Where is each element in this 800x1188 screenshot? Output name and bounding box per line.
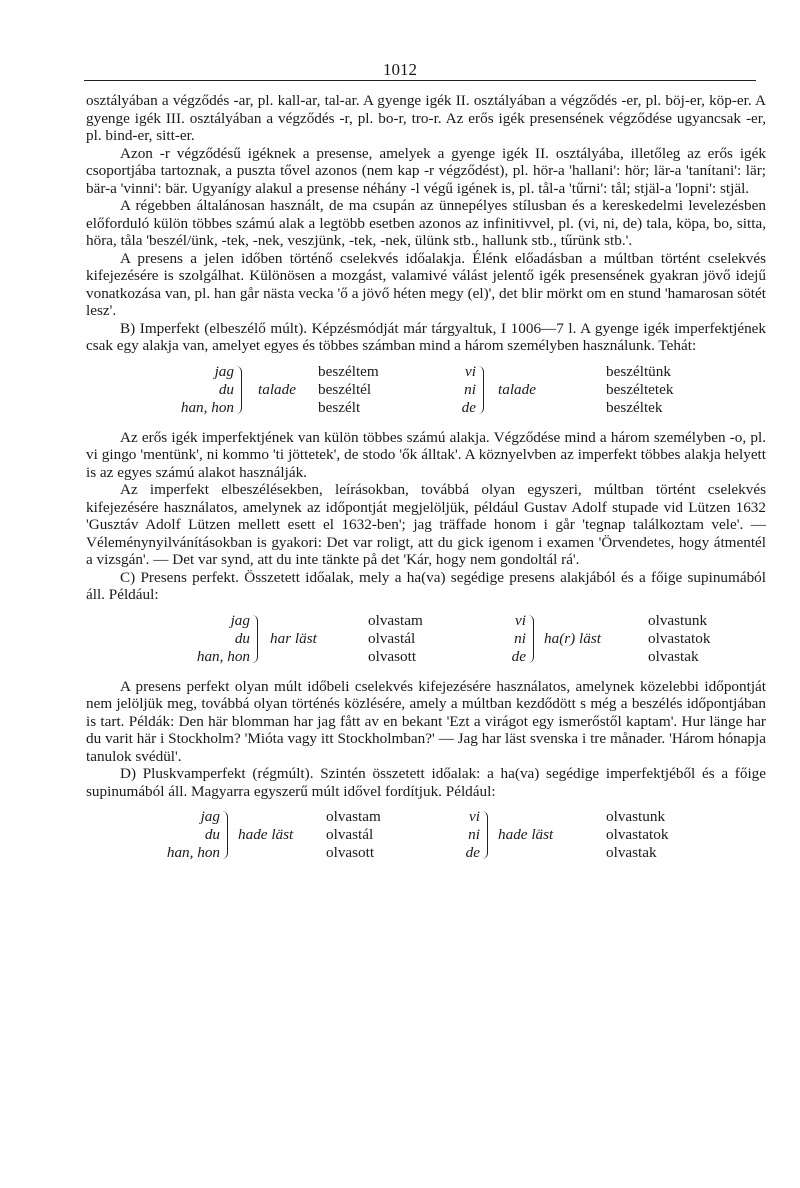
translation: olvastál [368, 629, 416, 647]
verb-form: hade läst [498, 826, 554, 843]
pronoun: de [465, 844, 480, 861]
pronoun: ni [468, 826, 480, 843]
paragraph-presens-perfekt: C) Presens perfekt. Összetett időalak, mely a ha(va) segédige presens alakjából és a főige supinumából áll. Például: [86, 568, 766, 603]
pronoun: jag [214, 362, 234, 380]
verb-form: har läst [270, 629, 317, 647]
body-text [86, 92, 766, 874]
pronoun: han, hon [180, 398, 234, 416]
translation: olvastatok [648, 629, 711, 647]
pronoun: du [218, 380, 234, 398]
paragraph: A presens a jelen időben történő cselekvés időalakja. Élénk előadásban a múltban történt cselekvés kifejezésére is szolgálhat. Különösen a mozgást, valamivé válást jelentő igék presensének gyakran jövő idejű vonatkozása van, pl. han går nästa vecka 'ő a jövő héten megy (el)', det blir mörkt om en stund 'hamarosan sötét lesz'. [86, 249, 766, 319]
translation: beszéltél [318, 380, 372, 398]
translation: olvastunk [606, 808, 666, 825]
pronoun: jag [230, 611, 250, 629]
paragraph: osztályában a végződés -ar, pl. kall-ar, tal-ar. A gyenge igék II. osztályában a végződés -er, pl. böj-er, köp-er. A gyenge igék III. osztályában a végződés -r, pl. bo-r, tro-r. Az erős igék presensének végződése ugyancsak -er, pl. bind-er, sitt-er. [86, 92, 766, 144]
translation: olvastál [326, 826, 374, 843]
translation: beszéltek [606, 398, 663, 416]
pronoun: du [234, 629, 250, 647]
page-number: 1012 [383, 60, 417, 79]
translation: olvastam [326, 808, 381, 825]
paragraph: Azon -r végződésű igéknek a presense, amelyek a gyenge igék II. osztályába, illetőleg az erős igék csoportjába tartoznak, a puszta tővel azonos (nem kap -r végződést), pl. hör-a 'hallani': hör; lär-a 'tanítani': lär; bär-a 'vinni': bär. Ugyanígy alakul a presense néhány -l végű igének is, pl. tål-a 'tűrni': tål; stjäl-a 'lopni': stjäl. [86, 144, 766, 197]
translation: beszéltem [318, 362, 379, 380]
translation: beszéltetek [606, 380, 674, 398]
verb-form: talade [498, 380, 536, 398]
translation: olvasott [368, 647, 417, 665]
pronoun: de [511, 647, 526, 665]
pronoun: du [204, 826, 220, 843]
translation: olvastak [606, 844, 657, 861]
paragraph: A presens perfekt olyan múlt időbeli cselekvés kifejezésére használatos, amelynek közelebbi időpontját nem jelöljük meg, továbbá olyan történés közlésére, amely a múltban kezdődött s még a beszélés időpontjában is tart. Példák: Den här blomman har jag fått av en bekant 'Ezt a virágot egy ismerőstől kaptam'. Hur länge har du varit här i Stockholm? 'Mióta vagy itt Stockholmban?' — Jag har läst svenska i tre månader. 'Három hónapja tanulok svédül'. [86, 677, 766, 765]
paragraph: Az imperfekt elbeszélésekben, leírásokban, továbbá olyan egyszeri, múltban történt cselekvés kifejezésére használatos, amelynek az időpontját megjelöljük, például Gustav Adolf stupade vid Lützen 1632 'Gusztáv Adolf Lützen mellett esett el 1632-ben'; jag träffade honom i går 'tegnap találkoztam vele'. — Véleménynyilvánításokban is gyakori: Det var roligt, att du gick igenom i examen 'Örvendetes, hogy átmentél a vizsgán'. — Det var synd, att du inte tänkte på det 'Kár, hogy nem gondoltál rá'. [86, 481, 766, 568]
translation: olvastatok [606, 826, 669, 843]
translation: beszéltünk [606, 362, 671, 380]
brace [528, 615, 534, 663]
pronoun: vi [469, 808, 480, 825]
translation: beszélt [318, 398, 361, 416]
brace [482, 811, 488, 859]
paragraph-imperfekt: B) Imperfekt (elbeszélő múlt). Képzésmódját már tárgyaltuk, I 1006—7 l. A gyenge igék imperfektjének csak egy alakja van, amelyet egyes és többes számban mind a három személyben használunk. Tehát: [86, 319, 766, 354]
pronoun: vi [465, 362, 476, 380]
pronoun: han, hon [166, 844, 220, 861]
translation: olvasott [326, 844, 375, 861]
translation: olvastam [368, 611, 423, 629]
brace [252, 615, 258, 663]
brace [478, 366, 484, 414]
conjugation-table [86, 612, 766, 666]
brace [236, 366, 242, 414]
translation: olvastak [648, 647, 699, 665]
pronoun: vi [515, 611, 526, 629]
verb-form: ha(r) läst [544, 629, 601, 647]
conjugation-table [86, 363, 766, 417]
paragraph-pluskvamperfekt: D) Pluskvamperfekt (régmúlt). Szintén összetett időalak: a ha(va) segédige imperfektjéből és a főige supinumából áll. Magyarra egyszerű múlt idővel fordítjuk. Például: [86, 765, 766, 800]
verb-form: talade [258, 380, 296, 398]
translation: olvastunk [648, 611, 708, 629]
pronoun: de [461, 398, 476, 416]
paragraph: Az erős igék imperfektjének van külön többes számú alakja. Végződése mind a három személyben -o, pl. vi gingo 'mentünk', ni kommo 'ti jöttetek', de stodo 'ők álltak'. A köznyelvben az imperfekt többes alakja helyett is az egyes számú alakot használják. [86, 428, 766, 481]
paragraph: A régebben általánosan használt, de ma csupán az ünnepélyes stílusban és a kereskedelmi levelezésben előforduló külön többes számú alak a legtöbb esetben azonos az infinitivvel, pl. (vi, ni, de) tala, köpa, bo, sitta, höra, tåla 'beszél/ünk, -tek, -nek, veszjünk, -tek, -nek, ülünk stb., hallunk stb., tűrünk stb.'. [86, 197, 766, 249]
header-rule [84, 80, 756, 81]
pronoun: ni [514, 629, 526, 647]
brace [222, 811, 228, 859]
pronoun: jag [200, 808, 220, 825]
pronoun: han, hon [196, 647, 250, 665]
verb-form: hade läst [238, 826, 294, 843]
pronoun: ni [464, 380, 476, 398]
conjugation-table [86, 808, 766, 862]
